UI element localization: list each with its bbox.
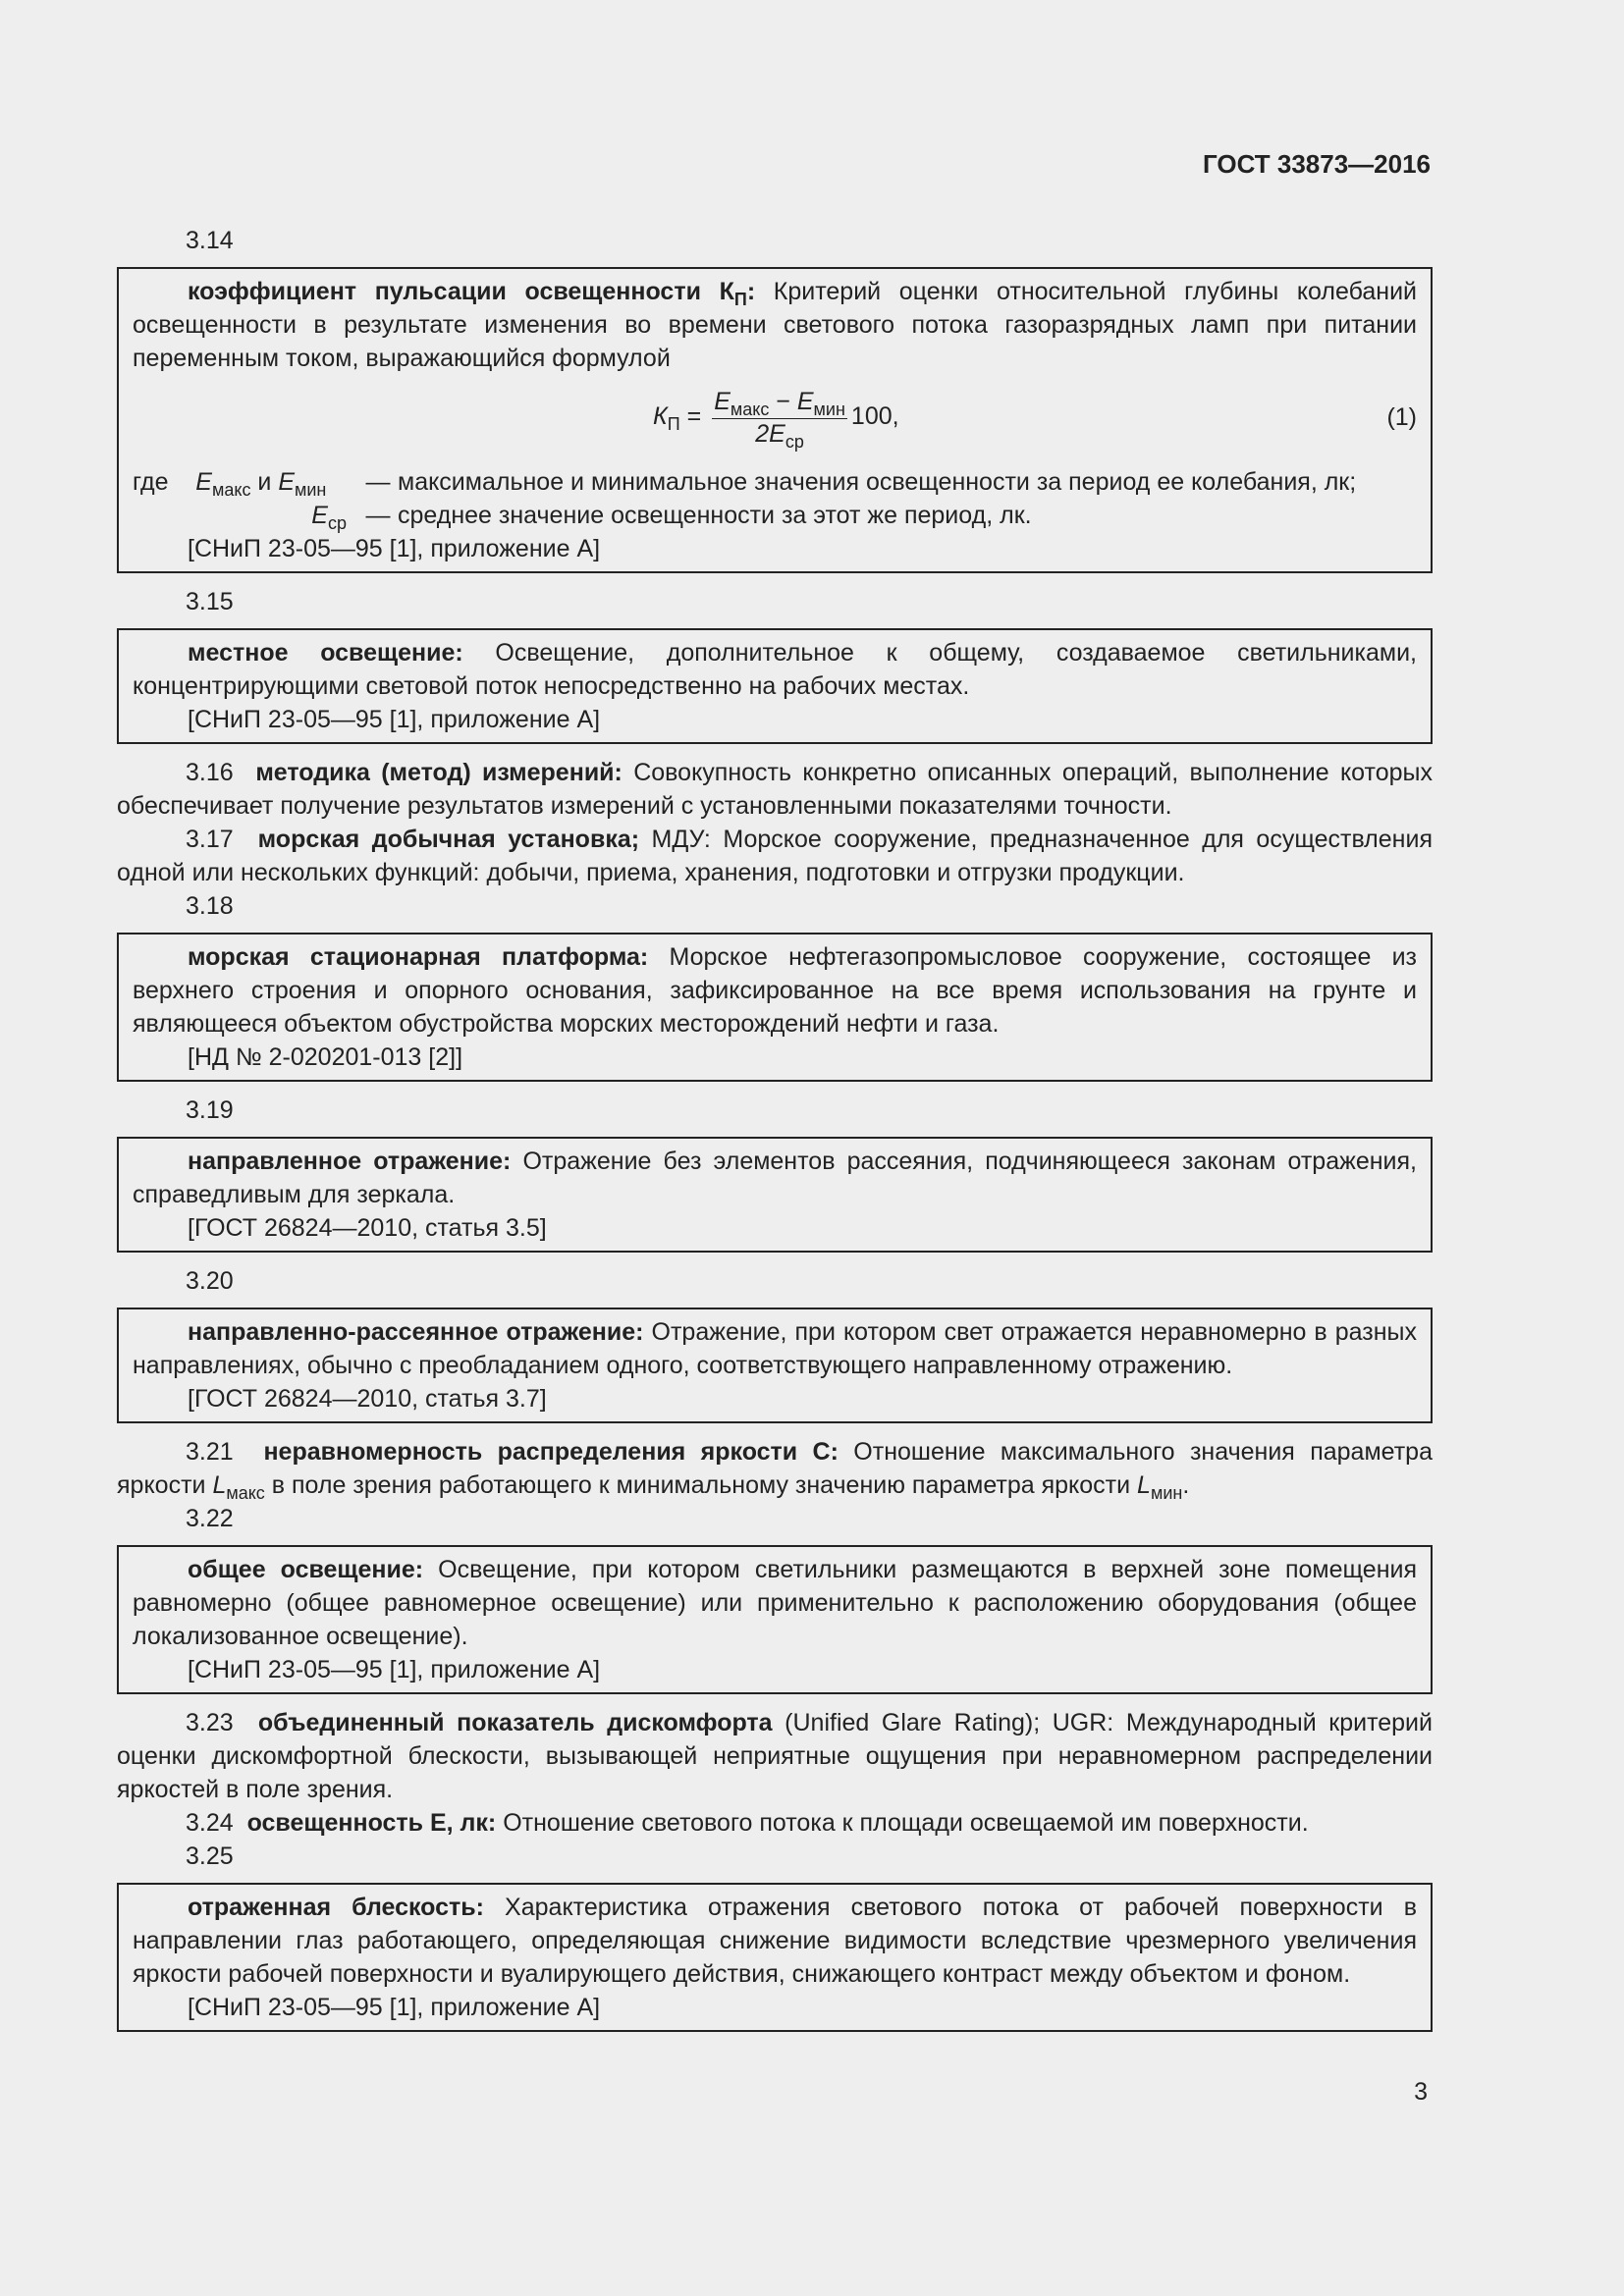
- formula-1: [133, 381, 1417, 461]
- term-box-3-20: [117, 1308, 1433, 1423]
- term-3-23: 3.23 объединенный показатель дискомфорта (Unified Glare Rating); UGR: Международный критерий оценки дискомфортной блескости, вызывающей неприятные ощущения при неравномерном распределении яркостей в поле зрения.: [117, 1709, 1433, 1803]
- section-number: 3.14: [186, 227, 234, 254]
- section-number: 3.22: [186, 1505, 234, 1532]
- source-reference: [СНиП 23-05—95 [1], приложение А]: [188, 1656, 601, 1683]
- term-box-3-22: [117, 1545, 1433, 1694]
- source-reference: [СНиП 23-05—95 [1], приложение А]: [188, 706, 601, 733]
- term-title: коэффициент пульсации освещенности $К_П$:: [188, 278, 756, 309]
- term-box-3-19: [117, 1137, 1433, 1253]
- term-box-3-18: [117, 933, 1433, 1082]
- section-number: 3.25: [186, 1842, 234, 1870]
- term-definition: направленно-рассеянное отражение: Отражение, при котором свет отражается неравномерно в разных направлениях, обычно с преобладанием одного, соответствующего направленному отражению.: [133, 1318, 1417, 1379]
- section-number: 3.18: [186, 892, 234, 920]
- source-reference: [ГОСТ 26824—2010, статья 3.5]: [188, 1214, 547, 1242]
- source-reference: [СНиП 23-05—95 [1], приложение А]: [188, 1994, 601, 2021]
- term-definition: местное освещение: Освещение, дополнительное к общему, создаваемое светильниками, концентрирующими световой поток непосредственно на рабочих местах.: [133, 639, 1417, 700]
- term-3-24: 3.24 освещенность Е, лк: Отношение светового потока к площади освещаемой им поверхности.: [186, 1809, 1309, 1837]
- document-header: ГОСТ 33873—2016: [1203, 149, 1431, 179]
- formula-fraction: $\frac{E_{макс} - E_{мин}}{2E_{ср}}$: [714, 388, 845, 452]
- term-box-3-25: [117, 1883, 1433, 2032]
- source-reference: [НД № 2-020201-013 [2]]: [188, 1043, 463, 1071]
- formula-expression: $К_П$ = $\frac{E_{макс} - E_{мин}}{2E_{ср}}$ 100,: [653, 388, 899, 452]
- term-definition: коэффициент пульсации освещенности $К_П$: Критерий оценки относительной глубины колебаний освещенности в результате изменения во времени светового потока газоразрядных ламп при питании переменным током, выражающийся формулой: [133, 278, 1418, 372]
- term-3-16: 3.16 методика (метод) измерений: Совокупность конкретно описанных операций, выполнение которых обеспечивает получение результатов измерений с установленными показателями точности.: [117, 759, 1433, 820]
- source-reference: [ГОСТ 26824—2010, статья 3.7]: [188, 1385, 547, 1413]
- section-number: 3.15: [186, 588, 234, 615]
- term-definition: морская стационарная платформа: Морское нефтегазопромысловое сооружение, состоящее из верхнего строения и опорного основания, зафиксированное на все время использования на грунте и являющееся объектом обустройства морских месторождений нефти и газа.: [133, 943, 1418, 1038]
- formula-legend: где $E_{макс}$ и $E_{мин}$ — максимальное и минимальное значения освещенности за период ее колебания, лк; $E_{ср}$ — среднее значение освещенности за этот же период, лк.: [133, 468, 1357, 533]
- term-definition: отраженная блескость: Характеристика отражения светового потока от рабочей поверхности в направлении глаз работающего, определяющая снижение видимости вследствие чрезмерного увеличения яркости рабочей поверхности и вуалирующего действия, снижающего контраст между объектом и фоном.: [133, 1894, 1417, 1988]
- term-3-21: 3.21 неравномерность распределения яркости С: Отношение максимального значения параметра яркости $L_{макс}$ в поле зрения работающего к минимальному значению параметра яркости $L_{мин}$.: [117, 1438, 1433, 1503]
- section-number: 3.20: [186, 1267, 234, 1295]
- term-box-3-14: [117, 267, 1433, 573]
- equation-number: (1): [1386, 403, 1417, 431]
- term-definition: общее освещение: Освещение, при котором светильники размещаются в верхней зоне помещения равномерно (общее равномерное освещение) или применительно к расположению оборудования (общее локализованное освещение).: [133, 1556, 1417, 1650]
- document-body: [117, 224, 1433, 2044]
- term-definition: направленное отражение: Отражение без элементов рассеяния, подчиняющееся законам отражения, справедливым для зеркала.: [133, 1148, 1417, 1208]
- section-number: 3.19: [186, 1096, 234, 1124]
- source-reference: [СНиП 23-05—95 [1], приложение А]: [188, 535, 601, 562]
- page-number: 3: [1414, 2078, 1428, 2106]
- term-3-17: 3.17 морская добычная установка; МДУ: Морское сооружение, предназначенное для осуществления одной или нескольких функций: добычи, приема, хранения, подготовки и отгрузки продукции.: [117, 826, 1433, 886]
- term-box-3-15: [117, 628, 1433, 744]
